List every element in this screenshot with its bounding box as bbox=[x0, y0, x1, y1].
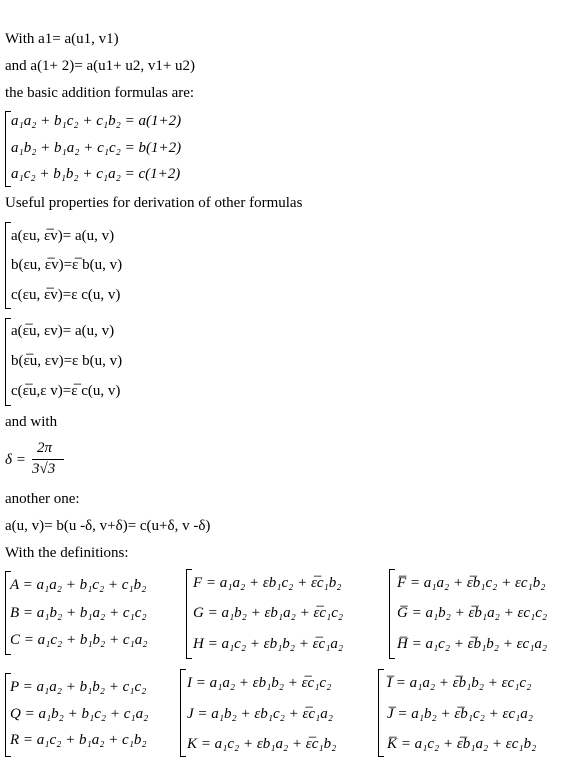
line-with-definitions: With the definitions: bbox=[5, 545, 129, 561]
def-I-bar: I̅ = a₁a₂ + ε̅b₁b₂ + εc₁c₂ bbox=[387, 675, 532, 691]
def-F-bar: F̅ = a₁a₂ + ε̅b₁c₂ + εc₁b₂ bbox=[397, 575, 546, 591]
defs-g3-bracket bbox=[389, 569, 390, 659]
basic-formula-3: a₁c₂ + b₁b₂ + c₁a₂ = c(1+2) bbox=[11, 166, 181, 182]
basic-formula-2: a₁b₂ + b₁a₂ + c₁c₂ = b(1+2) bbox=[11, 140, 182, 156]
def-J-bar: J̅ = a₁b₂ + ε̅b₁c₂ + εc₁a₂ bbox=[387, 706, 533, 722]
props1-bracket bbox=[5, 222, 6, 309]
props2-line-3: c(ε̅u,ε v)=ε̅ c(u, v) bbox=[11, 383, 121, 399]
delta-lhs: δ = bbox=[5, 452, 26, 468]
def-C: C = a₁c₂ + b₁b₂ + c₁a₂ bbox=[10, 632, 148, 648]
basic-formulas-bracket bbox=[5, 111, 6, 187]
def-K-bar: K̅ = a₁c₂ + ε̅b₁a₂ + εc₁b₂ bbox=[387, 736, 537, 752]
def-J: J = a₁b₂ + εb₁c₂ + ε̅c₁a₂ bbox=[187, 706, 333, 722]
def-H: H = a₁c₂ + εb₁b₂ + ε̅c₁a₂ bbox=[193, 636, 344, 652]
def-K: K = a₁c₂ + εb₁a₂ + ε̅c₁b₂ bbox=[187, 736, 337, 752]
line-a-uv-relation: a(u, v)= b(u -δ, v+δ)= c(u+δ, v -δ) bbox=[5, 518, 211, 534]
props2-bracket bbox=[5, 318, 6, 406]
props1-line-3: c(εu, ε̅v)=ε c(u, v) bbox=[11, 287, 121, 303]
line-and-with: and with bbox=[5, 414, 58, 430]
def-I: I = a₁a₂ + εb₁b₂ + ε̅c₁c₂ bbox=[187, 675, 332, 691]
def-G-bar: G̅ = a₁b₂ + ε̅b₁a₂ + εc₁c₂ bbox=[397, 605, 548, 621]
defs-g1-bracket bbox=[5, 571, 6, 655]
defs-g2-bracket bbox=[186, 569, 187, 659]
defs-g5-bracket bbox=[180, 669, 181, 757]
line-with-a1: With a1= a(u1, v1) bbox=[5, 31, 119, 47]
fraction-bar bbox=[32, 459, 64, 460]
props1-line-2: b(εu, ε̅v)=ε̅ b(u, v) bbox=[11, 257, 123, 273]
line-and-a12: and a(1+ 2)= a(u1+ u2, v1+ u2) bbox=[5, 58, 196, 74]
defs-g4-bracket bbox=[5, 673, 6, 757]
defs-g6-bracket bbox=[378, 669, 379, 757]
def-A: A = a₁a₂ + b₁c₂ + c₁b₂ bbox=[10, 577, 147, 593]
line-useful-properties: Useful properties for derivation of other formulas bbox=[5, 195, 303, 211]
def-B: B = a₁b₂ + b₁a₂ + c₁c₂ bbox=[10, 605, 147, 621]
def-H-bar: H̅ = a₁c₂ + ε̅b₁b₂ + εc₁a₂ bbox=[397, 636, 548, 652]
basic-formula-1: a₁a₂ + b₁c₂ + c₁b₂ = a(1+2) bbox=[11, 113, 182, 129]
line-basic-formulas: the basic addition formulas are: bbox=[5, 85, 195, 101]
def-Q: Q = a₁b₂ + b₁c₂ + c₁a₂ bbox=[10, 706, 149, 722]
props1-line-1: a(εu, ε̅v)= a(u, v) bbox=[11, 228, 115, 244]
delta-numerator: 2π bbox=[37, 440, 53, 456]
delta-denominator: 3√3 bbox=[32, 461, 56, 477]
props2-line-1: a(ε̅u, εv)= a(u, v) bbox=[11, 323, 115, 339]
def-R: R = a₁c₂ + b₁a₂ + c₁b₂ bbox=[10, 732, 147, 748]
def-F: F = a₁a₂ + εb₁c₂ + ε̅c₁b₂ bbox=[193, 575, 342, 591]
line-another-one: another one: bbox=[5, 491, 80, 507]
def-P: P = a₁a₂ + b₁b₂ + c₁c₂ bbox=[10, 679, 147, 695]
def-G: G = a₁b₂ + εb₁a₂ + ε̅c₁c₂ bbox=[193, 605, 344, 621]
props2-line-2: b(ε̅u, εv)=ε b(u, v) bbox=[11, 353, 123, 369]
